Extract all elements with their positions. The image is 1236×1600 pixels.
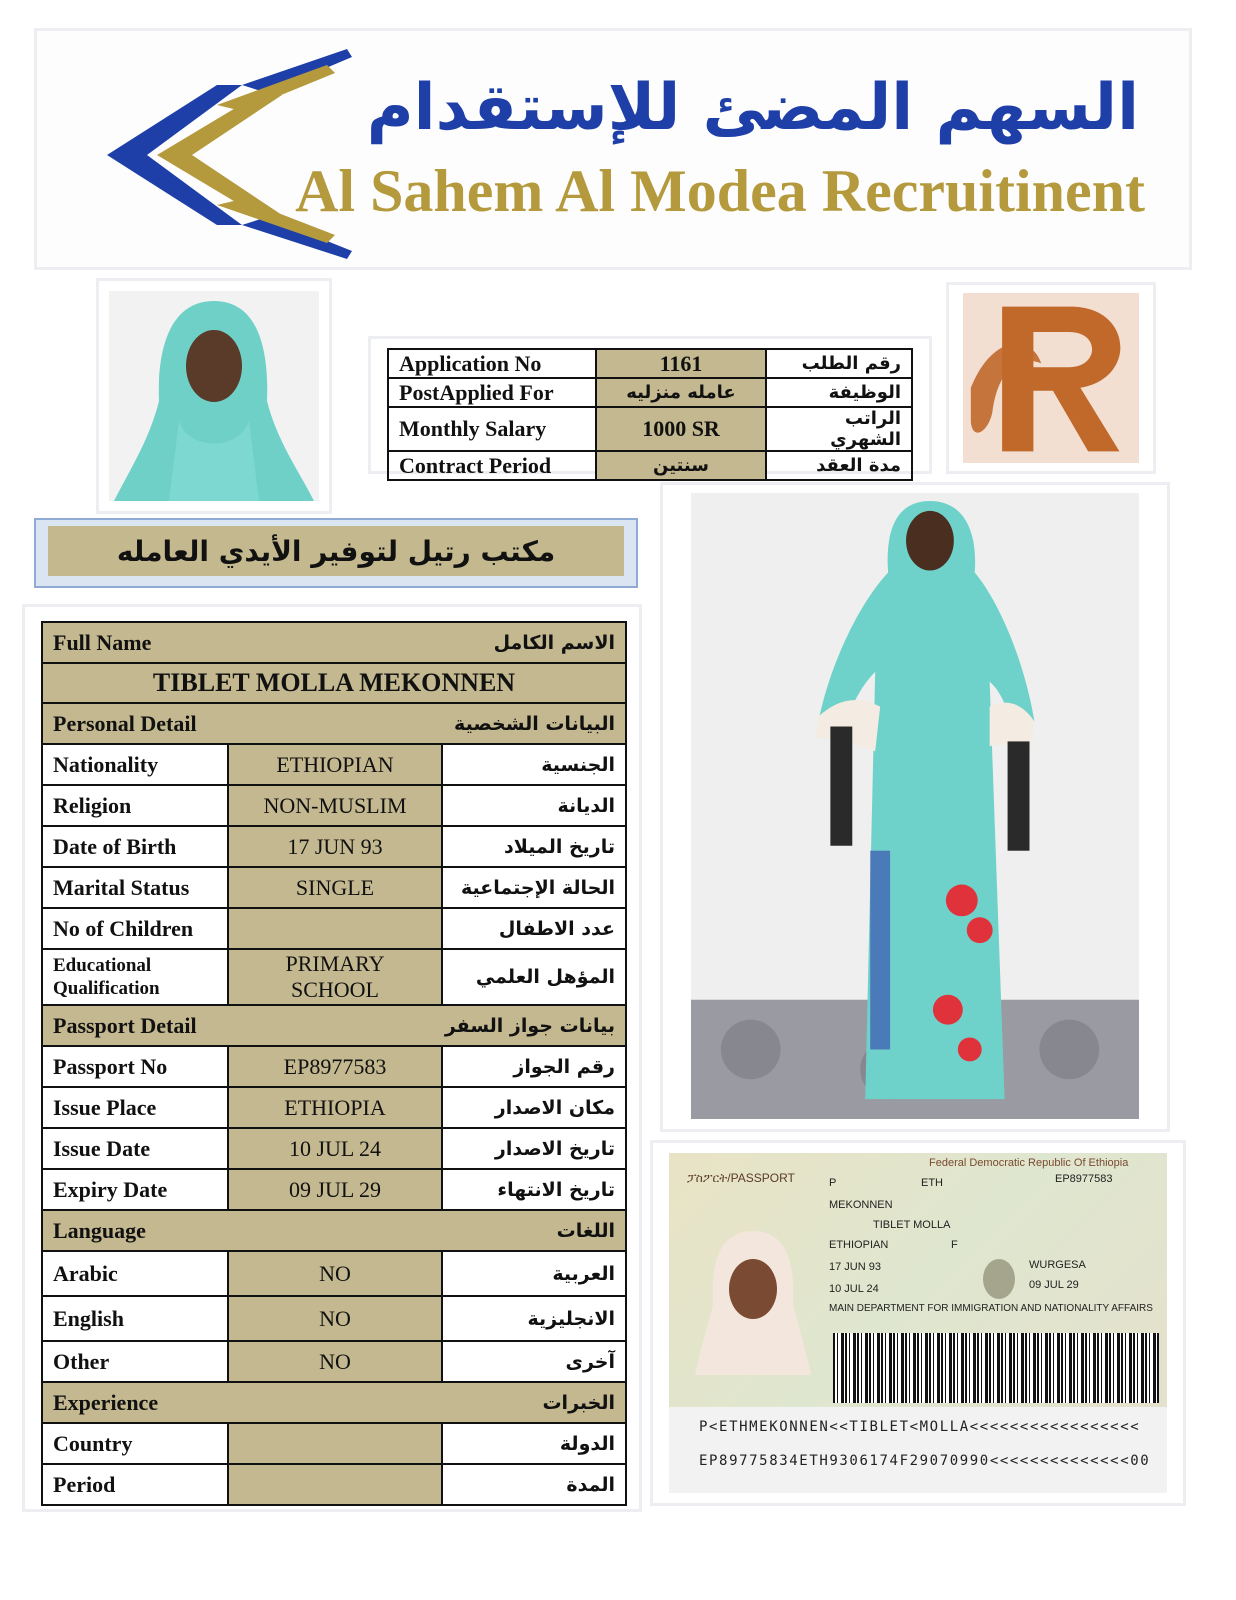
table-row — [42, 1251, 626, 1296]
passport-surname: MEKONNEN — [829, 1199, 893, 1211]
arabic-value: NO — [228, 1251, 442, 1296]
education-value-line1: PRIMARY — [285, 951, 385, 976]
issue-place-label-ar: مكان الاصدار — [442, 1087, 626, 1128]
passport-no-label-ar: رقم الجواز — [442, 1046, 626, 1087]
monthly-salary-value: 1000 SR — [596, 407, 766, 451]
expiry-date-value: 09 JUL 29 — [228, 1169, 442, 1210]
language-section — [42, 1210, 626, 1251]
passport-mrz-zone — [669, 1407, 1167, 1493]
full-name-row — [42, 663, 626, 703]
passport-sex: F — [951, 1239, 958, 1251]
english-label-ar: الانجليزية — [442, 1296, 626, 1341]
passport-issue-date: 10 JUL 24 — [829, 1283, 879, 1295]
other-language-value: NO — [228, 1341, 442, 1382]
mrz-line-2: EP89775834ETH9306174F29070990<<<<<<<<<<<<<<00 — [699, 1453, 1151, 1469]
company-header-banner — [34, 28, 1192, 270]
language-title-ar: اللغات — [556, 1219, 615, 1242]
application-table — [387, 348, 913, 481]
passport-nationality: ETHIOPIAN — [829, 1239, 889, 1251]
passport-number: EP8977583 — [1055, 1173, 1113, 1185]
other-language-label-ar: آخرى — [442, 1341, 626, 1382]
children-value — [228, 908, 442, 949]
full-name-value: TIBLET MOLLA MEKONNEN — [42, 663, 626, 703]
table-row — [42, 744, 626, 785]
table-row — [42, 785, 626, 826]
education-label-line1: Educational — [53, 955, 152, 976]
post-applied-label: PostApplied For — [388, 378, 596, 407]
table-row — [42, 1087, 626, 1128]
experience-title: Experience — [53, 1389, 159, 1415]
expiry-date-label-ar: تاريخ الانتهاء — [442, 1169, 626, 1210]
application-no-label: Application No — [388, 349, 596, 378]
period-value — [228, 1464, 442, 1505]
post-applied-value: عامله منزليه — [596, 378, 766, 407]
dob-label: Date of Birth — [42, 826, 228, 867]
marital-status-label-ar: الحالة الإجتماعية — [442, 867, 626, 908]
passport-given-name: TIBLET MOLLA — [873, 1219, 951, 1231]
contract-period-label: Contract Period — [388, 451, 596, 480]
arabic-label: Arabic — [42, 1251, 228, 1296]
passport-authority: MAIN DEPARTMENT FOR IMMIGRATION AND NATIONALITY AFFAIRS — [829, 1303, 1153, 1314]
passport-no-label: Passport No — [42, 1046, 228, 1087]
language-title: Language — [53, 1217, 146, 1243]
table-row — [42, 908, 626, 949]
table-row — [42, 1423, 626, 1464]
arabic-label-ar: العربية — [442, 1251, 626, 1296]
english-value: NO — [228, 1296, 442, 1341]
table-row — [42, 1128, 626, 1169]
nationality-label-ar: الجنسية — [442, 744, 626, 785]
r-letter-logo-icon — [963, 293, 1139, 463]
passport-barcode-icon — [833, 1333, 1159, 1403]
passport-ghost-photo-icon — [977, 1253, 1021, 1309]
personal-detail-title-ar: البيانات الشخصية — [454, 712, 615, 735]
applicant-details-table — [41, 621, 627, 1506]
full-name-label: Full Name — [53, 629, 152, 655]
table-row — [42, 1341, 626, 1382]
country-label-ar: الدولة — [442, 1423, 626, 1464]
table-row — [388, 407, 912, 451]
passport-dob: 17 JUN 93 — [829, 1261, 881, 1273]
children-label-ar: عدد الاطفال — [442, 908, 626, 949]
children-label: No of Children — [42, 908, 228, 949]
application-no-label-ar: رقم الطلب — [766, 349, 912, 378]
full-body-photo — [660, 482, 1170, 1132]
passport-scan — [650, 1140, 1186, 1506]
application-no-value: 1161 — [596, 349, 766, 378]
country-label: Country — [42, 1423, 228, 1464]
expiry-date-label: Expiry Date — [42, 1169, 228, 1210]
table-row — [388, 378, 912, 407]
table-row — [42, 867, 626, 908]
education-value-line2: SCHOOL — [290, 977, 379, 1002]
marital-status-label: Marital Status — [42, 867, 228, 908]
portrait-photo — [96, 278, 332, 514]
monthly-salary-label-ar: الراتب الشهري — [766, 407, 912, 451]
table-row — [388, 451, 912, 480]
agency-r-logo — [946, 282, 1156, 474]
dob-label-ar: تاريخ الميلاد — [442, 826, 626, 867]
education-value — [228, 949, 442, 1005]
issue-place-label: Issue Place — [42, 1087, 228, 1128]
other-language-label: Other — [42, 1341, 228, 1382]
period-label-ar: المدة — [442, 1464, 626, 1505]
passport-header: Federal Democratic Republic Of Ethiopia — [929, 1157, 1129, 1169]
marital-status-value: SINGLE — [228, 867, 442, 908]
application-summary — [368, 336, 932, 478]
arrow-logo-icon — [67, 45, 367, 265]
post-applied-label-ar: الوظيفة — [766, 378, 912, 407]
passport-detail-title-ar: بيانات جواز السفر — [444, 1014, 615, 1037]
full-name-label-ar: الاسم الكامل — [493, 631, 615, 654]
applicant-details-panel — [22, 604, 642, 1512]
passport-detail-title: Passport Detail — [53, 1012, 197, 1038]
religion-value: NON-MUSLIM — [228, 785, 442, 826]
contract-period-value: سنتين — [596, 451, 766, 480]
passport-no-value: EP8977583 — [228, 1046, 442, 1087]
table-row — [42, 949, 626, 1005]
passport-photo-icon — [693, 1225, 813, 1375]
mrz-line-1: P<ETHMEKONNEN<<TIBLET<MOLLA<<<<<<<<<<<<<<<<< — [699, 1419, 1141, 1435]
education-label-ar: المؤهل العلمي — [442, 949, 626, 1005]
office-name-banner — [34, 518, 638, 588]
passport-place-of-birth: WURGESA — [1029, 1259, 1086, 1271]
experience-title-ar: الخبرات — [542, 1391, 615, 1414]
education-label — [42, 949, 228, 1005]
issue-date-label: Issue Date — [42, 1128, 228, 1169]
table-row — [388, 349, 912, 378]
issue-place-value: ETHIOPIA — [228, 1087, 442, 1128]
table-row — [42, 1296, 626, 1341]
passport-type: P — [829, 1177, 837, 1189]
monthly-salary-label: Monthly Salary — [388, 407, 596, 451]
issue-date-label-ar: تاريخ الاصدار — [442, 1128, 626, 1169]
table-row — [42, 1169, 626, 1210]
country-value — [228, 1423, 442, 1464]
company-arabic-name: السهم المضئ للإستقدام — [366, 71, 1139, 145]
period-label: Period — [42, 1464, 228, 1505]
religion-label-ar: الديانة — [442, 785, 626, 826]
company-name: Al Sahem Al Modea Recruitinent — [295, 158, 1145, 224]
personal-detail-title: Personal Detail — [53, 710, 197, 736]
passport-doc-label: ፓስፖርት/PASSPORT — [687, 1171, 795, 1185]
dob-value: 17 JUN 93 — [228, 826, 442, 867]
portrait-figure-icon — [109, 291, 319, 501]
english-label: English — [42, 1296, 228, 1341]
table-row — [42, 826, 626, 867]
table-row — [42, 1464, 626, 1505]
full-body-figure-icon — [691, 493, 1139, 1119]
personal-detail-section — [42, 703, 626, 744]
religion-label: Religion — [42, 785, 228, 826]
experience-section — [42, 1382, 626, 1423]
nationality-value: ETHIOPIAN — [228, 744, 442, 785]
full-name-header-row — [42, 622, 626, 663]
issue-date-value: 10 JUL 24 — [228, 1128, 442, 1169]
contract-period-label-ar: مدة العقد — [766, 451, 912, 480]
passport-expiry-date: 09 JUL 29 — [1029, 1279, 1079, 1291]
education-label-line2: Qualification — [53, 978, 160, 999]
table-row — [42, 1046, 626, 1087]
passport-country-code: ETH — [921, 1177, 943, 1189]
nationality-label: Nationality — [42, 744, 228, 785]
passport-detail-section — [42, 1005, 626, 1046]
office-name: مكتب رتيل لتوفير الأيدي العامله — [48, 526, 624, 576]
